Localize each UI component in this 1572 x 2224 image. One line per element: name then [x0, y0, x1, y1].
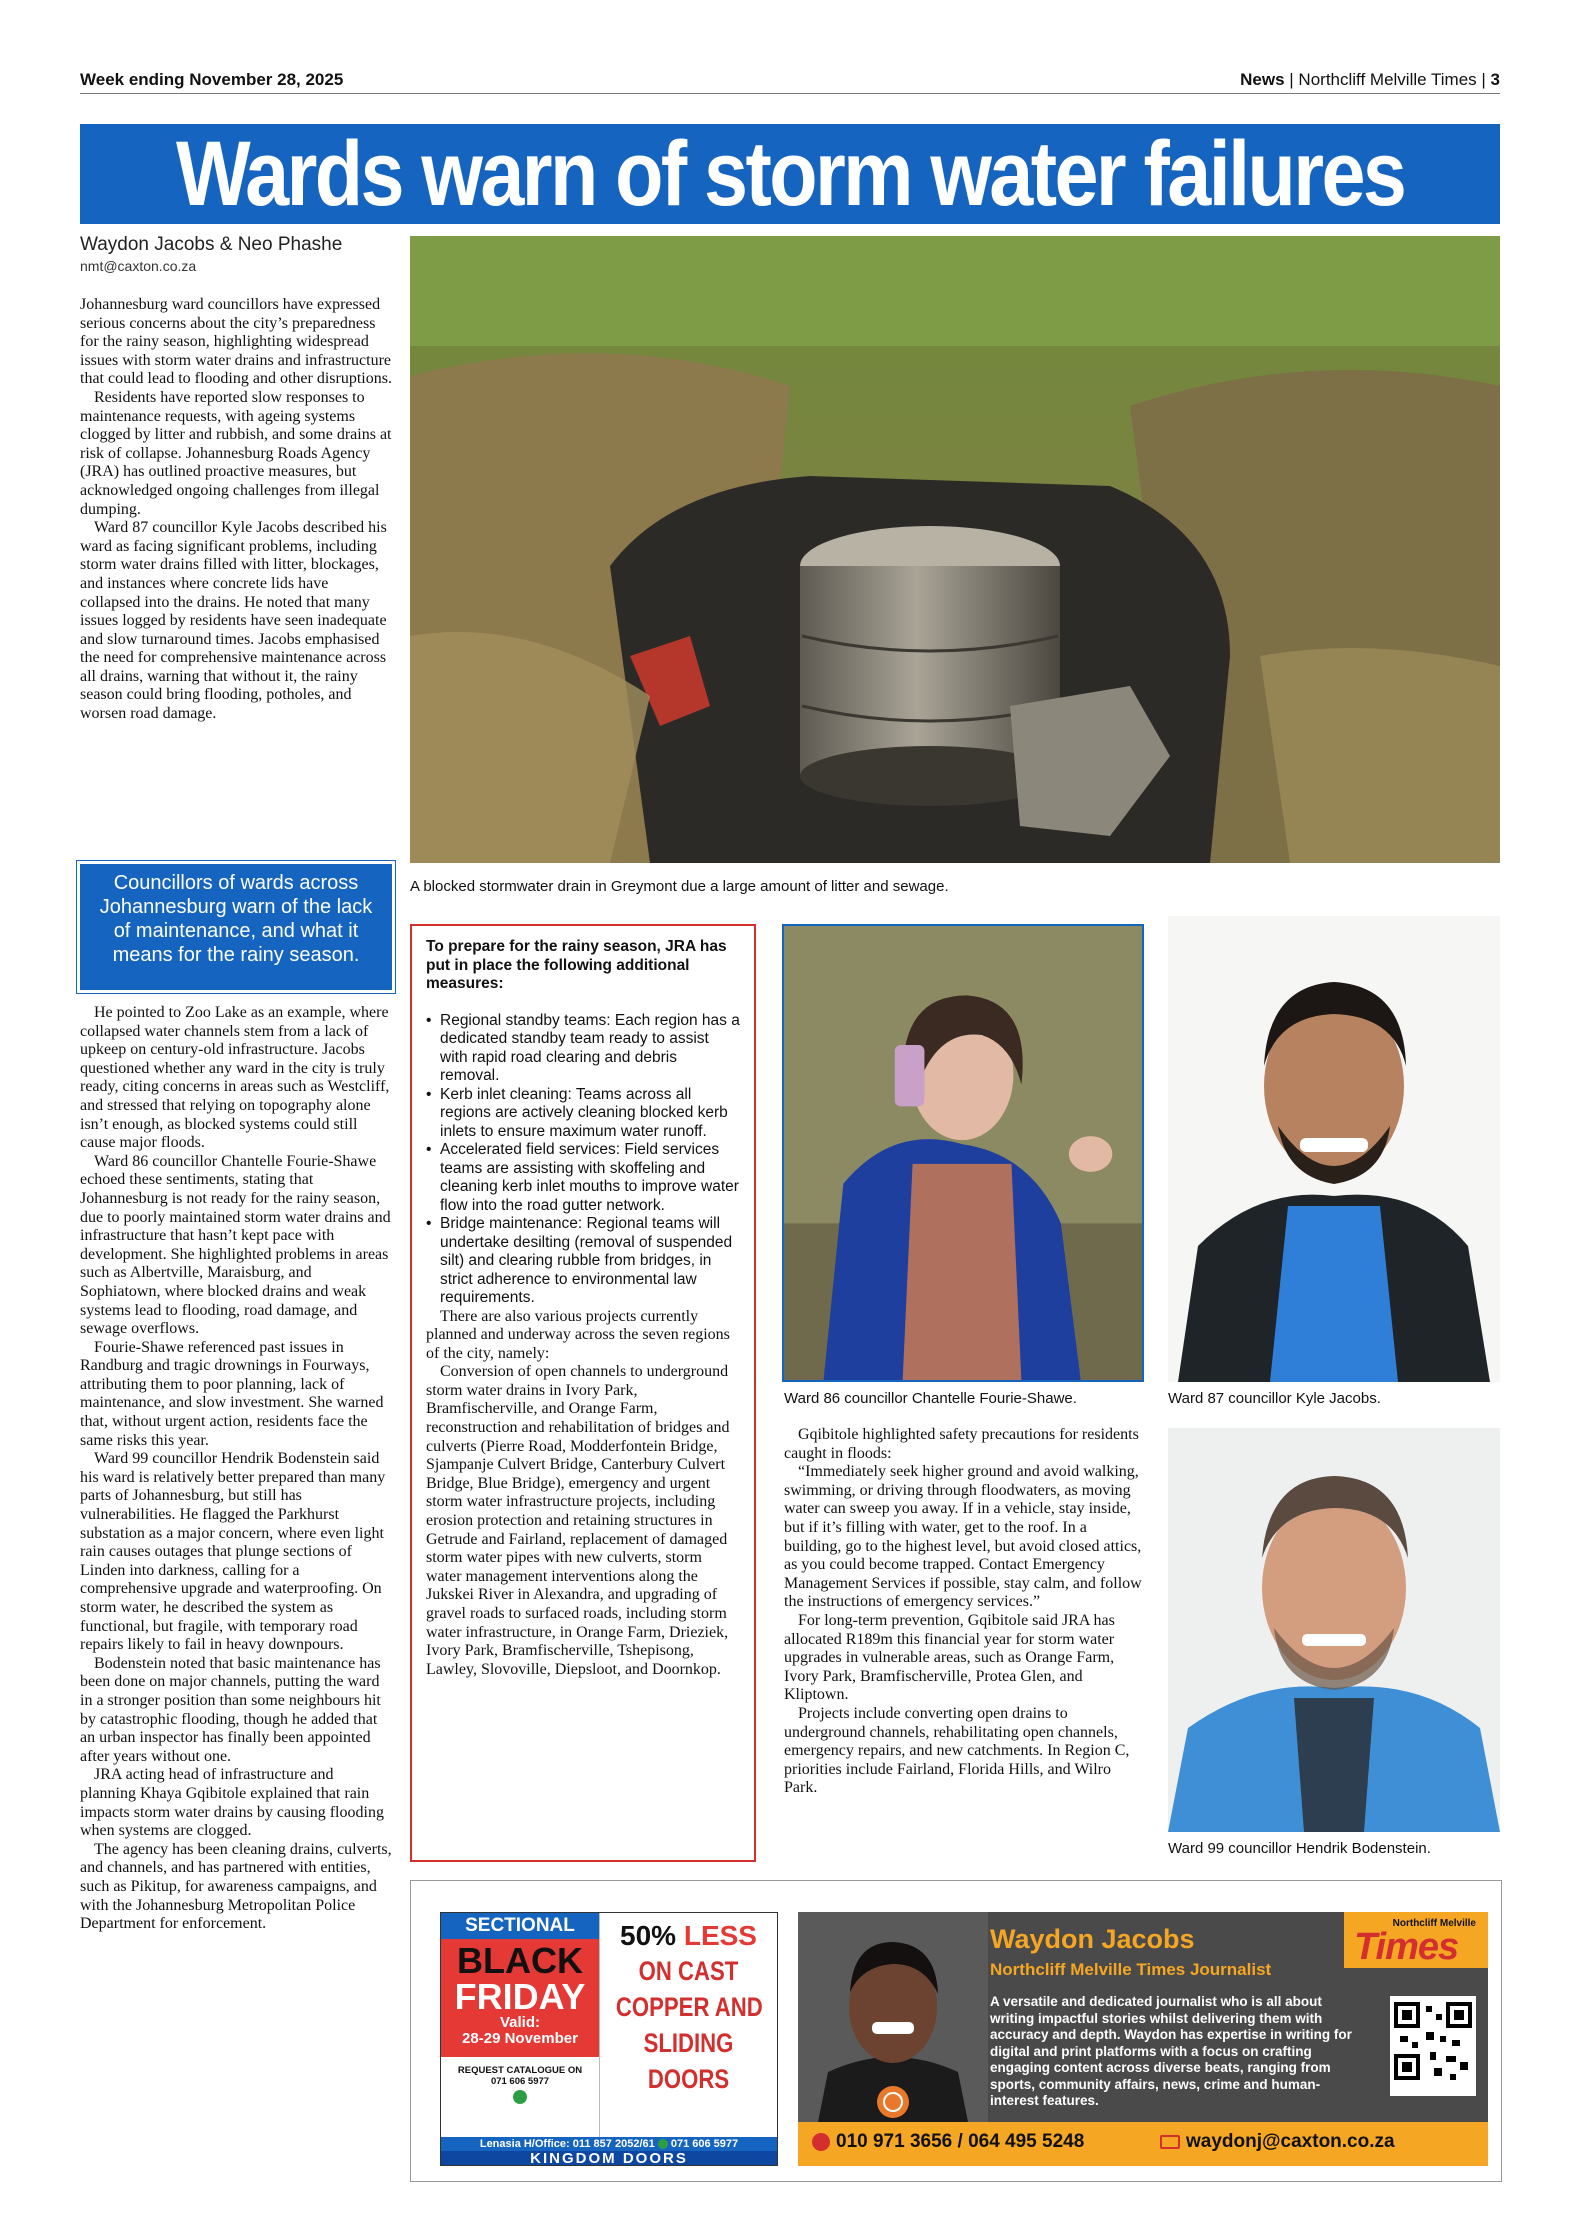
paragraph: Johannesburg ward councillors have expressed serious concerns about the city’s preparedness for the rainy season, highlighting widespread issues with storm water drains and infrastructure that could lead to flooding and other disruptions. — [80, 296, 392, 388]
list-item: • Accelerated field services: Field services teams are assisting with skoffeling and cleaning kerb inlet mouths to improve water flow into the road gutter network. — [426, 1141, 740, 1215]
black-friday-block — [441, 1939, 599, 2057]
list-item: • Bridge maintenance: Regional teams will undertake desilting (removal of suspended silt) and clearing rubble from bridges, in strict adherence to environmental law requirements. — [426, 1215, 740, 1308]
paragraph: Conversion of open channels to underground storm water drains in Ivory Park, Bramfischerville, and Orange Farm, reconstruction and rehabilitation of bridges and culverts (Pierre Road, Modderfontein Bridge, Sjampanje Culvert Bridge, Canterbury Culvert Bridge, Blue Bridge), emergency and urgent storm water infrastructure projects, including erosion protection and retaining structures in Getrude and Fairland, replacement of damaged storm water pipes with new culverts, storm water management interventions along the Jukskei River in Alexandra, and upgrading of gravel roads to surfaced roads, including storm water infrastructure, in Orange Farm, Drieziek, Ivory Park, Bramfischerville, Tshepisong, Lawley, Slovoville, Diepsloot, and Doornkop. — [426, 1363, 730, 1678]
paragraph: For long-term prevention, Gqibitole said JRA has allocated R189m this financial year for storm water upgrades in vulnerable areas, such as Orange Farm, Ivory Park, Bramfischerville, Protea Glen, and Kliptown. — [784, 1611, 1115, 1704]
masthead-title: Times — [1354, 1926, 1459, 1968]
pull-quote: Councillors of wards across Johannesburg warn of the lack of maintenance, and what it means for the rainy season. — [80, 864, 392, 990]
paragraph: Residents have reported slow responses to maintenance requests, with ageing systems clogged by litter and rubbish, and some drains at risk of collapse. Johannesburg Roads Agency (JRA) has outlined proactive measures, but acknowledged ongoing challenges from illegal dumping. — [80, 388, 392, 518]
issue-date: Week ending November 28, 2025 — [80, 70, 344, 89]
request-label: REQUEST CATALOGUE ON — [457, 2065, 583, 2076]
publication-name: Northcliff Melville Times — [1298, 70, 1477, 89]
phone-icon — [812, 2133, 830, 2151]
journalist-role: Northcliff Melville Times Journalist — [990, 1960, 1272, 1979]
offer-line: SLIDING — [643, 2028, 734, 2058]
valid-dates: 28-29 November — [462, 2030, 578, 2047]
section-label: News | Northcliff Melville Times | 3 — [1240, 70, 1500, 89]
offer-headline — [600, 1919, 777, 1953]
author-email[interactable]: nmt@caxton.co.za — [80, 258, 197, 274]
caption-kyle: Ward 87 councillor Kyle Jacobs. — [1168, 1390, 1381, 1407]
paragraph: Ward 86 councillor Chantelle Fourie-Shawe echoed these sentiments, stating that Johannesburg is not ready for the rainy season, due to poorly maintained storm water drains and infrastructure that hasn’t kept pace with development. She highlighted problems in areas such as Albertville, Maraisburg, and Sophiatown, where blocked drains and weak systems lead to flooding, road damage, and sewage overflows. — [80, 1152, 391, 1338]
photo-kyle-jacobs — [1168, 916, 1500, 1382]
valid-label: Valid: — [499, 2014, 540, 2031]
page-number: 3 — [1490, 70, 1500, 89]
headline: Wards warn of storm water failures — [175, 124, 1405, 224]
brand-name: KINGDOM DOORS — [441, 2151, 777, 2166]
storm-drain-image — [410, 236, 1500, 863]
paragraph: He pointed to Zoo Lake as an example, where collapsed water channels stem from a lack of upkeep on century-old infrastructure. Jacobs questioned whether any ward in the city is truly ready, citing concerns in areas such as Westcliff, and stressed that relying on topography alone isn’t enough, as blocked systems could still cause major floods. — [80, 1004, 390, 1152]
times-logo — [1344, 1912, 1488, 1968]
offer-panel — [599, 1913, 777, 2137]
main-photo-caption: A blocked stormwater drain in Greymont due a large amount of litter and sewage. — [410, 878, 949, 895]
main-photo-storm-drain — [410, 236, 1500, 863]
paragraph: Projects include converting open drains to underground channels, rehabilitating open channels, emergency repairs, and new catchments. In Region C, priorities include Fairland, Florida Hills, and Wilro Park. — [784, 1704, 1130, 1797]
page-header — [80, 66, 1500, 94]
qr-pattern — [1390, 1996, 1476, 2096]
journalist-phone[interactable] — [812, 2131, 1084, 2153]
offer-line: DOORS — [647, 2064, 730, 2094]
black-label: BLACK — [457, 1940, 583, 1981]
jra-measures-box — [410, 924, 756, 1862]
journalist-email[interactable] — [1160, 2131, 1395, 2153]
phone-number: 010 971 3656 / 064 495 5248 — [836, 2131, 1085, 2152]
paragraph: Fourie-Shawe referenced past issues in Randburg and tragic drownings in Fourways, attributing them to poor planning, lack of maintenance, and slow investment. She warned that, without urgent action, residents face the same risks this year. — [80, 1338, 384, 1449]
journalist-description: A versatile and dedicated journalist who is all about writing impactful stories whilst delivering them with accuracy and depth. Waydon has expertise in writing for digital and print platforms with a focus on crafting engaging content across diverse beats, ranging from sports, community affairs, news, crime and human-interest features. — [990, 1994, 1352, 2108]
article-column-1-bottom — [80, 1004, 392, 1934]
journalist-photo — [798, 1912, 988, 2122]
paragraph: There are also various projects currently planned and underway across the seven regions of the city, namely: — [426, 1307, 730, 1362]
paragraph: “Immediately seek higher ground and avoid walking, swimming, or driving through floodwaters, as moving water can sweep you away. If in a vehicle, stay inside, but if it’s filling with water, get to the roof. In a building, go to the highest level, but avoid closed attics, as you could become trapped. Contact Emergency Management Services if possible, stay calm, and follow the instructions of emergency services.” — [784, 1463, 1142, 1611]
friday-label: FRIDAY — [454, 1976, 586, 2017]
offer-less: LESS — [683, 1920, 757, 1951]
list-item: • Kerb inlet cleaning: Teams across all regions are actively cleaning blocked kerb inlets to ensure maximum water runoff. — [426, 1086, 740, 1142]
councillor-portrait-image — [784, 926, 1142, 1380]
article-column-3 — [784, 1426, 1144, 1798]
contact-strip — [441, 2137, 777, 2151]
factbox-body — [426, 1308, 740, 1680]
section-name: News — [1240, 70, 1285, 89]
photo-chantelle-fourie-shawe — [782, 924, 1144, 1382]
councillor-portrait-image — [1168, 1428, 1500, 1832]
offer-line: ON CAST — [638, 1956, 739, 1986]
byline — [80, 234, 400, 274]
kingdom-doors-ad[interactable] — [440, 1912, 778, 2166]
whatsapp-icon — [513, 2090, 527, 2104]
sectional-label: SECTIONAL — [441, 1913, 599, 1939]
caption-hendrik: Ward 99 councillor Hendrik Bodenstein. — [1168, 1840, 1431, 1857]
email-address: waydonj@caxton.co.za — [1186, 2131, 1395, 2152]
article-column-1-top — [80, 296, 392, 724]
request-phone: 071 606 5977 — [490, 2076, 550, 2087]
whatsapp-icon — [658, 2139, 668, 2149]
office-phone: Lenasia H/Office: 011 857 2052/61 — [479, 2138, 655, 2150]
paragraph: The agency has been cleaning drains, culverts, and channels, and has partnered with entities, such as Pikitup, for awareness campaigns, and with the Johannesburg Metropolitan Police Department for enforcement. — [80, 1840, 392, 1933]
caption-chantelle: Ward 86 councillor Chantelle Fourie-Shawe. — [784, 1390, 1077, 1407]
catalogue-request — [441, 2057, 599, 2104]
measures-list — [426, 1012, 740, 1308]
author-names: Waydon Jacobs & Neo Phashe — [80, 234, 343, 255]
offer-line: COPPER AND — [615, 1992, 763, 2022]
paragraph: JRA acting head of infrastructure and planning Khaya Gqibitole explained that rain impacts storm water drains by causing flooding when systems are clogged. — [80, 1766, 384, 1840]
qr-code-icon[interactable] — [1390, 1996, 1476, 2096]
paragraph: Gqibitole highlighted safety precautions for residents caught in floods: — [784, 1426, 1139, 1462]
email-icon — [1160, 2135, 1180, 2149]
journalist-profile-ad[interactable] — [798, 1912, 1488, 2166]
masthead-small: Northcliff Melville — [1392, 1918, 1476, 1929]
whatsapp-number: 071 606 5977 — [670, 2138, 739, 2150]
councillor-portrait-image — [1168, 916, 1500, 1382]
factbox-intro: To prepare for the rainy season, JRA has put in place the following additional measures: — [426, 938, 727, 992]
list-item: • Regional standby teams: Each region has a dedicated standby team ready to assist with rapid road clearing and debris removal. — [426, 1012, 740, 1086]
offer-percent: 50% — [620, 1920, 677, 1951]
black-friday-panel — [441, 1913, 599, 2137]
paragraph: Ward 99 councillor Hendrik Bodenstein said his ward is relatively better prepared than many parts of Johannesburg, but still has vulnerabilities. He flagged the Parkhurst substation as a major concern, where even light rain causes outages that plunge sections of Linden into darkness, calling for a comprehensive upgrade and waterproofing. On storm water, he described the system as functional, but fragile, with temporary road repairs likely to fail in heavy downpours. — [80, 1450, 386, 1654]
headline-banner — [80, 124, 1500, 224]
photo-hendrik-bodenstein — [1168, 1428, 1500, 1832]
paragraph: Ward 87 councillor Kyle Jacobs described his ward as facing significant problems, including storm water drains filled with litter, blockages, and instances where concrete lids have collapsed into the drains. He noted that many issues logged by residents have seen inadequate and slow turnaround times. Jacobs emphasised the need for comprehensive maintenance across all drains, warning that without it, the rainy season could bring flooding, potholes, and worsen road damage. — [80, 519, 387, 723]
paragraph: Bodenstein noted that basic maintenance has been done on major channels, putting the ward in a stronger position than some neighbours hit by catastrophic flooding, though he added that an urban inspector has finally been appointed after years without one. — [80, 1654, 381, 1765]
journalist-name: Waydon Jacobs — [990, 1924, 1195, 1954]
